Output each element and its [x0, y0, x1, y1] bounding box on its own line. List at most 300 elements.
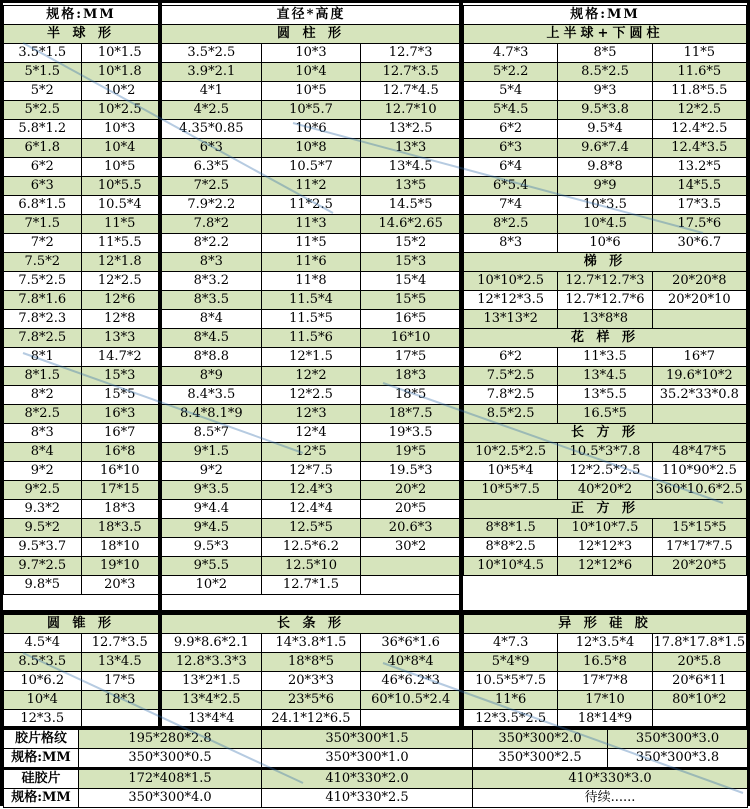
trapezoid-row-cell: 10*10*2.5 [464, 272, 558, 291]
strip-row-cell: 12.8*3.3*3 [162, 653, 262, 672]
strip-row-cell: 13*2*1.5 [162, 672, 262, 691]
cylinder-row-cell: 12.7*1.5 [261, 576, 361, 595]
ballcyl-row-cell: 30*6.7 [652, 234, 746, 253]
ballcyl-row-cell: 6*3 [464, 139, 558, 158]
trapezoid-row [464, 291, 747, 310]
ball-row [4, 557, 159, 576]
cylinder-row-cell: 10*8 [261, 139, 361, 158]
ball-row [4, 310, 159, 329]
flower-row-cell: 19.6*10*2 [652, 367, 746, 386]
pad-table-body [4, 730, 748, 768]
cylinder-row [162, 63, 461, 82]
trapezoid-row-cell: 13*8*8 [558, 310, 652, 329]
special-section-title: 异 形 硅 胶 [464, 615, 747, 634]
cone-row-cell: 10*4 [4, 691, 82, 710]
cylinder-row [162, 519, 461, 538]
square-row [464, 519, 747, 538]
ballcyl-row-cell: 17*3.5 [652, 196, 746, 215]
strip-table-body [162, 634, 461, 729]
cylinder-row-cell: 12.7*3 [361, 44, 461, 63]
strip-row [162, 672, 461, 691]
flower-row-cell: 8.5*2.5 [464, 405, 558, 424]
ballcyl-row-cell: 11.6*5 [652, 63, 746, 82]
special-row-cell: 12*3.5*4 [558, 634, 652, 653]
ball-row [4, 101, 159, 120]
ball-panel [3, 5, 159, 595]
cylinder-row [162, 196, 461, 215]
pad-row-cell: 350*300*2.5 [473, 749, 608, 768]
cylinder-row-cell: 7.8*2 [162, 215, 262, 234]
ball-row-cell: 7*1.5 [4, 215, 82, 234]
ball-row-cell: 18*3.5 [81, 519, 159, 538]
silicone-row-cell: 350*300*4.0 [79, 789, 262, 808]
rect-row-cell: 10*2.5*2.5 [464, 443, 558, 462]
ball-row [4, 272, 159, 291]
pad-row-cell: 350*300*0.5 [79, 749, 262, 768]
ball-row-cell: 6.8*1.5 [4, 196, 82, 215]
cylinder-row-cell: 15*3 [361, 253, 461, 272]
trapezoid-row-cell: 12.7*12.7*6 [558, 291, 652, 310]
ball-row-cell: 5*2 [4, 82, 82, 101]
cylinder-row-cell: 8*8.8 [162, 348, 262, 367]
strip-row-cell: 46*6.2*3 [361, 672, 461, 691]
silicone-row-cell: 410*330*2.0 [262, 770, 473, 789]
cylinder-row-cell: 8.4*3.5 [162, 386, 262, 405]
ball-row-cell: 6*1.8 [4, 139, 82, 158]
ballcyl-row-cell: 11.8*5.5 [652, 82, 746, 101]
ballcyl-row [464, 120, 747, 139]
cylinder-row-cell: 9*3.5 [162, 481, 262, 500]
special-row [464, 672, 747, 691]
cylinder-row [162, 576, 461, 595]
ball-row-cell: 12*1.8 [81, 253, 159, 272]
ballcyl-row-cell: 12*2.5 [652, 101, 746, 120]
special-row-cell: 20*6*11 [652, 672, 746, 691]
cylinder-row [162, 538, 461, 557]
cylinder-row-cell: 11*2 [261, 177, 361, 196]
cylinder-row-cell: 12*1.5 [261, 348, 361, 367]
strip-row [162, 634, 461, 653]
cylinder-row-cell: 9*4.4 [162, 500, 262, 519]
cylinder-row-cell: 13*5 [361, 177, 461, 196]
strip-row-cell: 23*5*6 [261, 691, 361, 710]
cone-table-body [4, 634, 159, 729]
cylinder-row-cell: 4*1 [162, 82, 262, 101]
ball-row [4, 405, 159, 424]
ballcyl-row-cell: 6*4 [464, 158, 558, 177]
cylinder-row-cell: 13*2.5 [361, 120, 461, 139]
cylinder-row-cell: 11*8 [261, 272, 361, 291]
flower-row [464, 348, 747, 367]
ball-row-cell: 20*3 [81, 576, 159, 595]
ball-row-cell: 3.5*1.5 [4, 44, 82, 63]
trapezoid-row [464, 310, 747, 329]
cylinder-row-cell: 12*2.5 [261, 386, 361, 405]
cone-row-cell: 8.5*3.5 [4, 653, 82, 672]
rect-row [464, 443, 747, 462]
ball-row-cell: 5*1.5 [4, 63, 82, 82]
cylinder-row-cell: 10*5.7 [261, 101, 361, 120]
pad-row-label: 胶片格纹 [4, 730, 79, 749]
cylinder-row-cell: 17*5 [361, 348, 461, 367]
rect-row-cell: 110*90*2.5 [652, 462, 746, 481]
strip-row-cell: 18*8*5 [261, 653, 361, 672]
cylinder-row [162, 139, 461, 158]
ballcyl-row-cell: 8.5*2.5 [558, 63, 652, 82]
ballcyl-row-cell: 9*3 [558, 82, 652, 101]
ball-row-cell: 8*1.5 [4, 367, 82, 386]
cylinder-row [162, 291, 461, 310]
square-row-cell: 12*12*6 [558, 557, 652, 576]
cone-row [4, 634, 159, 653]
cylinder-row-cell: 9.5*3 [162, 538, 262, 557]
cylinder-row-cell: 12.5*10 [261, 557, 361, 576]
cylinder-row [162, 253, 461, 272]
trapezoid-row-cell [652, 310, 746, 329]
ballcyl-row-cell: 6*2 [464, 120, 558, 139]
pad-panel [3, 729, 747, 768]
rect-row-cell: 48*47*5 [652, 443, 746, 462]
ballcyl-row-cell: 4.7*3 [464, 44, 558, 63]
ball-row [4, 120, 159, 139]
cylinder-row-cell: 30*2 [361, 538, 461, 557]
cylinder-row-cell: 19.5*3 [361, 462, 461, 481]
flower-table-body [464, 348, 747, 424]
silicone-row [4, 770, 748, 789]
ball-row-cell: 10*5.5 [81, 177, 159, 196]
cylinder-row-cell: 11*5 [261, 234, 361, 253]
cylinder-row-cell: 9*2 [162, 462, 262, 481]
cylinder-row-cell: 3.9*2.1 [162, 63, 262, 82]
special-row-cell: 10.5*5*7.5 [464, 672, 558, 691]
silicone-row-cell: 待续...... [473, 789, 748, 808]
cylinder-row [162, 329, 461, 348]
cylinder-row-cell [361, 557, 461, 576]
ball-row [4, 462, 159, 481]
ball-row [4, 253, 159, 272]
flower-row-cell: 6*2 [464, 348, 558, 367]
ball-row [4, 443, 159, 462]
silicone-row-label: 硅胶片 [4, 770, 79, 789]
cylinder-row [162, 272, 461, 291]
ball-row-cell: 8*2.5 [4, 405, 82, 424]
ballcyl-row-cell: 13.2*5 [652, 158, 746, 177]
cylinder-row-cell: 12.4*3 [261, 481, 361, 500]
pad-row [4, 749, 748, 768]
silicone-panel [3, 769, 747, 808]
cylinder-row-cell: 12*4 [261, 424, 361, 443]
cone-row-cell: 12*3.5 [4, 710, 82, 729]
flower-row [464, 405, 747, 424]
flower-row-cell: 13*5.5 [558, 386, 652, 405]
ball-row [4, 500, 159, 519]
rect-row-cell: 10.5*3*7.8 [558, 443, 652, 462]
special-row-cell: 17*10 [558, 691, 652, 710]
cone-row-cell: 10*6.2 [4, 672, 82, 691]
ball-row-cell: 10.5*4 [81, 196, 159, 215]
ballcyl-row [464, 215, 747, 234]
ball-row-cell: 10*2.5 [81, 101, 159, 120]
pad-row [4, 730, 748, 749]
strip-row-cell: 36*6*1.6 [361, 634, 461, 653]
ball-row [4, 576, 159, 595]
cylinder-row-cell: 15*5 [361, 291, 461, 310]
cylinder-row-cell: 6*3 [162, 139, 262, 158]
strip-row-cell: 60*10.5*2.4 [361, 691, 461, 710]
cylinder-row-cell: 11.5*5 [261, 310, 361, 329]
ballcyl-row-cell: 9*9 [558, 177, 652, 196]
cylinder-row-cell: 12*2 [261, 367, 361, 386]
cylinder-row-cell: 8*9 [162, 367, 262, 386]
ballcyl-row [464, 158, 747, 177]
ball-row-cell: 7.8*2.5 [4, 329, 82, 348]
ball-row-cell: 13*3 [81, 329, 159, 348]
ballcyl-row-cell: 10*3.5 [558, 196, 652, 215]
cylinder-row [162, 405, 461, 424]
cylinder-row [162, 481, 461, 500]
special-row-cell: 80*10*2 [652, 691, 746, 710]
rect-row [464, 481, 747, 500]
ballcyl-row [464, 196, 747, 215]
ballcyl-row-cell: 9.5*4 [558, 120, 652, 139]
trapezoid-row-cell: 13*13*2 [464, 310, 558, 329]
special-row-cell: 17.8*17.8*1.5 [652, 634, 746, 653]
ball-row [4, 63, 159, 82]
flower-row-cell: 7.5*2.5 [464, 367, 558, 386]
ballcyl-row-cell: 5*4 [464, 82, 558, 101]
cylinder-row [162, 177, 461, 196]
cylinder-row-cell: 11.5*4 [261, 291, 361, 310]
ball-row [4, 158, 159, 177]
cylinder-row [162, 386, 461, 405]
rect-row-cell: 40*20*2 [558, 481, 652, 500]
strip-row [162, 653, 461, 672]
ball-row-cell: 15*3 [81, 367, 159, 386]
cylinder-row [162, 101, 461, 120]
cylinder-row-cell: 16*5 [361, 310, 461, 329]
square-row [464, 557, 747, 576]
cylinder-row [162, 424, 461, 443]
strip-section-title: 长 条 形 [162, 615, 461, 634]
ball-row-cell: 11*5.5 [81, 234, 159, 253]
cylinder-row-cell: 10*6 [261, 120, 361, 139]
cylinder-row-cell: 13*4.5 [361, 158, 461, 177]
ball-row [4, 481, 159, 500]
ball-row-cell: 9*2.5 [4, 481, 82, 500]
strip-row-cell: 13*4*2.5 [162, 691, 262, 710]
ball-row-cell: 10*1.8 [81, 63, 159, 82]
ball-row [4, 329, 159, 348]
cone-row-cell: 13*4.5 [81, 653, 159, 672]
ball-row-cell: 5.8*1.2 [4, 120, 82, 139]
ballcyl-row-cell: 12.4*3.5 [652, 139, 746, 158]
strip-row-cell: 14*3.8*1.5 [261, 634, 361, 653]
ball-row [4, 44, 159, 63]
cylinder-row [162, 44, 461, 63]
cone-row [4, 653, 159, 672]
cylinder-row-cell: 14.6*2.65 [361, 215, 461, 234]
cone-row-cell: 18*3 [81, 691, 159, 710]
special-row-cell: 16.5*8 [558, 653, 652, 672]
cylinder-row-cell: 12*5 [261, 443, 361, 462]
flower-row-cell: 11*3.5 [558, 348, 652, 367]
divider-sil [3, 767, 747, 770]
rect-table-body [464, 443, 747, 500]
ball-row-cell: 16*10 [81, 462, 159, 481]
rect-section-title: 长 方 形 [464, 424, 747, 443]
special-row [464, 653, 747, 672]
cylinder-row-cell: 19*3.5 [361, 424, 461, 443]
cylinder-row-cell: 8*3 [162, 253, 262, 272]
ball-row-cell: 6*2 [4, 158, 82, 177]
ball-row-cell: 9.5*3.7 [4, 538, 82, 557]
cylinder-row-cell: 8*3.5 [162, 291, 262, 310]
ball-row-cell: 12*2.5 [81, 272, 159, 291]
silicone-row-label: 规格:MM [4, 789, 79, 808]
cylinder-row-cell: 9*5.5 [162, 557, 262, 576]
ballcyl-row [464, 177, 747, 196]
rect-row-cell: 10*5*7.5 [464, 481, 558, 500]
ballcyl-row-cell: 11*5 [652, 44, 746, 63]
trapezoid-section-title: 梯 形 [464, 253, 747, 272]
rect-row-cell: 360*10.6*2.5 [652, 481, 746, 500]
cylinder-row-cell: 18*3 [361, 367, 461, 386]
ball-row-cell: 12*8 [81, 310, 159, 329]
cone-row-cell: 12.7*3.5 [81, 634, 159, 653]
pad-row-cell: 350*300*1.0 [262, 749, 473, 768]
cylinder-row-cell: 9*1.5 [162, 443, 262, 462]
square-row-cell: 10*10*7.5 [558, 519, 652, 538]
cylinder-section-title: 圆 柱 形 [162, 25, 461, 44]
rect-row [464, 462, 747, 481]
cylinder-row [162, 310, 461, 329]
cone-row [4, 691, 159, 710]
square-row-cell: 17*17*7.5 [652, 538, 746, 557]
flower-row-cell: 16.5*5 [558, 405, 652, 424]
cylinder-row [162, 82, 461, 101]
ball-row [4, 348, 159, 367]
divider-left [158, 3, 162, 729]
ball-row-cell: 9.3*2 [4, 500, 82, 519]
cone-section-title: 圆 锥 形 [4, 615, 159, 634]
cone-row-cell: 4.5*4 [4, 634, 82, 653]
cylinder-row [162, 500, 461, 519]
cylinder-row-cell: 10*4 [261, 63, 361, 82]
ball-row-cell: 18*10 [81, 538, 159, 557]
ball-section-title: 半 球 形 [4, 25, 159, 44]
cylinder-row-cell: 12*3 [261, 405, 361, 424]
ball-row-cell: 12*6 [81, 291, 159, 310]
cylinder-row [162, 234, 461, 253]
trapezoid-table-body [464, 272, 747, 329]
ballcyl-row-cell: 14*5.5 [652, 177, 746, 196]
cone-panel [3, 614, 159, 729]
cylinder-row-cell: 7.9*2.2 [162, 196, 262, 215]
cylinder-row-cell [361, 576, 461, 595]
cylinder-row [162, 367, 461, 386]
cylinder-panel [161, 5, 461, 595]
square-table-body [464, 519, 747, 576]
cylinder-row [162, 120, 461, 139]
divider-right [459, 3, 463, 729]
ball-row-cell: 10*2 [81, 82, 159, 101]
trapezoid-row-cell: 12.7*12.7*3 [558, 272, 652, 291]
ballcyl-row-cell: 17.5*6 [652, 215, 746, 234]
strip-panel [161, 614, 461, 729]
special-row-cell: 12*3.5*2.5 [464, 710, 558, 729]
ballcyl-row-cell: 5*4.5 [464, 101, 558, 120]
ball-row-cell: 7.8*2.3 [4, 310, 82, 329]
cylinder-row-cell: 9*4.5 [162, 519, 262, 538]
ballcyl-row-cell: 8*2.5 [464, 215, 558, 234]
ballcyl-row-cell: 10*6 [558, 234, 652, 253]
ball-row-cell: 8*4 [4, 443, 82, 462]
strip-row-cell: 9.9*8.6*2.1 [162, 634, 262, 653]
trapezoid-row [464, 272, 747, 291]
cylinder-row-cell: 6.3*5 [162, 158, 262, 177]
special-table-body [464, 634, 747, 729]
ballcyl-row-cell: 9.8*8 [558, 158, 652, 177]
special-row-cell: 4*7.3 [464, 634, 558, 653]
special-row-cell: 20*5.8 [652, 653, 746, 672]
special-row [464, 634, 747, 653]
special-row-cell: 17*7*8 [558, 672, 652, 691]
ball-row-cell: 5*2.5 [4, 101, 82, 120]
ballcyl-row-cell: 12.4*2.5 [652, 120, 746, 139]
ball-row [4, 386, 159, 405]
flower-row-cell: 7.8*2.5 [464, 386, 558, 405]
ballcyl-row-cell: 8*3 [464, 234, 558, 253]
strip-row-cell: 20*3*3 [261, 672, 361, 691]
ballcyl-row-cell: 6*5.4 [464, 177, 558, 196]
ball-row-cell: 8*1 [4, 348, 82, 367]
cylinder-row-cell: 10*5 [261, 82, 361, 101]
trapezoid-row-cell: 20*20*10 [652, 291, 746, 310]
square-row-cell: 20*20*5 [652, 557, 746, 576]
ballcyl-row [464, 101, 747, 120]
cylinder-row [162, 443, 461, 462]
strip-row [162, 691, 461, 710]
dia-height-header: 直径*高度 [162, 6, 461, 25]
cylinder-row-cell: 8*4.5 [162, 329, 262, 348]
flower-row-cell: 35.2*33*0.8 [652, 386, 746, 405]
cylinder-row-cell: 18*5 [361, 386, 461, 405]
ball-row-cell: 9.5*2 [4, 519, 82, 538]
ball-row [4, 139, 159, 158]
special-panel [463, 614, 747, 729]
cylinder-row-cell: 10*2 [162, 576, 262, 595]
silicone-row-cell: 172*408*1.5 [79, 770, 262, 789]
cylinder-row-cell: 13*3 [361, 139, 461, 158]
ballcyl-row [464, 234, 747, 253]
divider-pad [3, 726, 747, 729]
cylinder-row-cell: 20.6*3 [361, 519, 461, 538]
special-row-cell: 11*6 [464, 691, 558, 710]
cylinder-row-cell: 12.7*3.5 [361, 63, 461, 82]
ball-row [4, 538, 159, 557]
divider-mid [3, 610, 747, 614]
cylinder-row-cell: 19*5 [361, 443, 461, 462]
ball-row-cell: 7.5*2 [4, 253, 82, 272]
rect-row-cell: 12*2.5*2.5 [558, 462, 652, 481]
flower-row-cell: 13*4.5 [558, 367, 652, 386]
cylinder-row-cell: 7*2.5 [162, 177, 262, 196]
cylinder-row-cell: 15*4 [361, 272, 461, 291]
cylinder-row-cell: 8*3.2 [162, 272, 262, 291]
ball-row [4, 215, 159, 234]
cylinder-row-cell: 18*7.5 [361, 405, 461, 424]
cylinder-row [162, 557, 461, 576]
